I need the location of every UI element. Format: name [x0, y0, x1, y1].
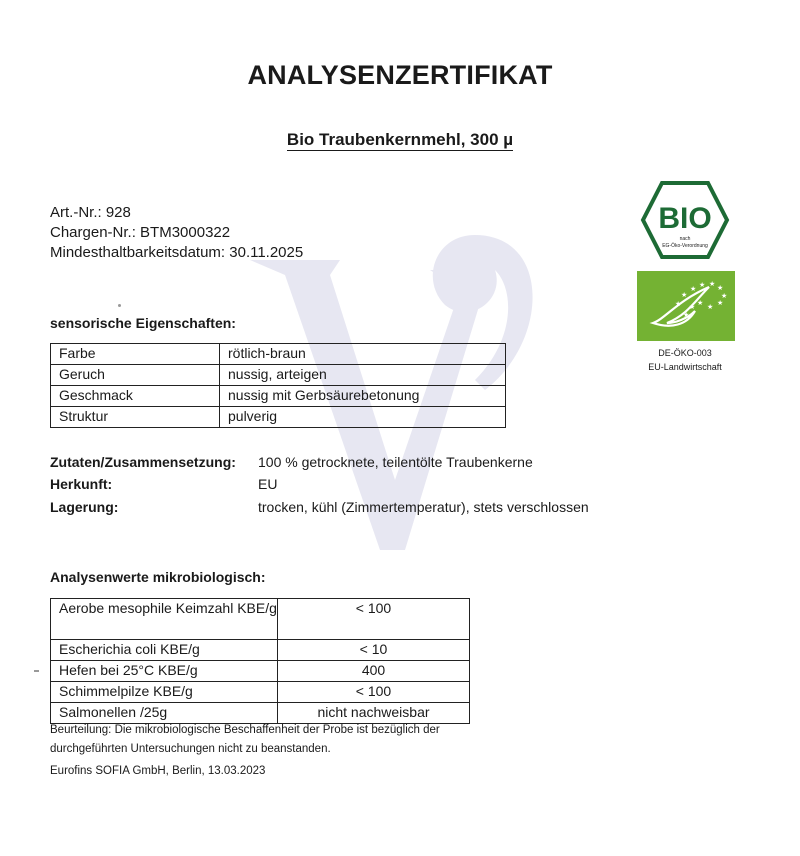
- table-row: [51, 386, 506, 407]
- table-row: [51, 661, 470, 682]
- lab-signature: Eurofins SOFIA GmbH, Berlin, 13.03.2023: [50, 765, 266, 777]
- storage-label: Lagerung:: [50, 499, 119, 515]
- property-cell: Farbe: [51, 344, 220, 365]
- value-cell: nussig, arteigen: [220, 365, 506, 386]
- ingredients-label: Zutaten/Zusammensetzung:: [50, 454, 236, 470]
- certification-origin: EU-Landwirtschaft: [648, 362, 722, 372]
- value-cell: < 100: [278, 682, 470, 703]
- svg-text:★: ★: [683, 311, 690, 319]
- origin-label: Herkunft:: [50, 476, 113, 492]
- ingredients-value: 100 % getrocknete, teilentölte Traubenkerne: [258, 454, 533, 470]
- svg-text:★: ★: [697, 299, 704, 307]
- svg-text:★: ★: [675, 300, 682, 308]
- svg-text:★: ★: [709, 280, 716, 288]
- bio-seal-small-1: nach: [679, 236, 691, 242]
- sensory-heading: sensorische Eigenschaften:: [50, 315, 236, 331]
- product-name: Bio Traubenkernmehl, 300 µ: [286, 130, 514, 149]
- batch-number: Chargen-Nr.: BTM3000322: [50, 224, 231, 241]
- certification-code: DE-ÖKO-003: [658, 348, 712, 358]
- parameter-cell: Aerobe mesophile Keimzahl KBE/g: [51, 599, 278, 640]
- article-number: Art.-Nr.: 928: [50, 204, 131, 221]
- svg-text:★: ★: [699, 281, 706, 289]
- sensory-table: [50, 343, 506, 428]
- storage-value: trocken, kühl (Zimmertemperatur), stets verschlossen: [258, 499, 589, 515]
- value-cell: 400: [278, 661, 470, 682]
- scan-speck: [118, 304, 121, 307]
- parameter-cell: Hefen bei 25°C KBE/g: [51, 661, 278, 682]
- table-row: [51, 640, 470, 661]
- parameter-cell: Salmonellen /25g: [51, 703, 278, 724]
- bio-seal-icon: [640, 180, 730, 260]
- property-cell: Geruch: [51, 365, 220, 386]
- value-cell: rötlich-braun: [220, 344, 506, 365]
- scan-speck: [34, 670, 39, 672]
- value-cell: nicht nachweisbar: [278, 703, 470, 724]
- bio-seal-text: BIO: [658, 202, 712, 235]
- parameter-cell: Schimmelpilze KBE/g: [51, 682, 278, 703]
- value-cell: pulverig: [220, 407, 506, 428]
- value-cell: nussig mit Gerbsäurebetonung: [220, 386, 506, 407]
- parameter-cell: Escherichia coli KBE/g: [51, 640, 278, 661]
- best-before-date: Mindesthaltbarkeitsdatum: 30.11.2025: [50, 244, 304, 261]
- assessment-line-2: durchgeführten Untersuchungen nicht zu beanstanden.: [50, 743, 331, 755]
- svg-text:★: ★: [707, 303, 714, 311]
- eu-organic-leaf-icon: [637, 271, 735, 341]
- table-row: [51, 407, 506, 428]
- table-row: [51, 344, 506, 365]
- value-cell: < 10: [278, 640, 470, 661]
- svg-text:★: ★: [721, 292, 728, 300]
- svg-text:★: ★: [690, 285, 697, 293]
- microbiology-table: [50, 598, 470, 724]
- table-row: [51, 599, 470, 640]
- svg-text:★: ★: [681, 291, 688, 299]
- origin-value: EU: [258, 476, 278, 492]
- bio-seal-small-2: EG-Öko-Verordnung: [662, 243, 708, 249]
- svg-text:★: ★: [717, 284, 724, 292]
- microbiology-heading: Analysenwerte mikrobiologisch:: [50, 569, 266, 585]
- property-cell: Geschmack: [51, 386, 220, 407]
- table-row: [51, 365, 506, 386]
- assessment-line-1: Beurteilung: Die mikrobiologische Beschaffenheit der Probe ist bezüglich der: [50, 724, 440, 736]
- table-row: [51, 682, 470, 703]
- property-cell: Struktur: [51, 407, 220, 428]
- value-cell: < 100: [278, 599, 470, 640]
- svg-text:★: ★: [717, 299, 724, 307]
- svg-text:★: ★: [689, 303, 696, 311]
- document-title: ANALYSENZERTIFIKAT: [247, 60, 553, 90]
